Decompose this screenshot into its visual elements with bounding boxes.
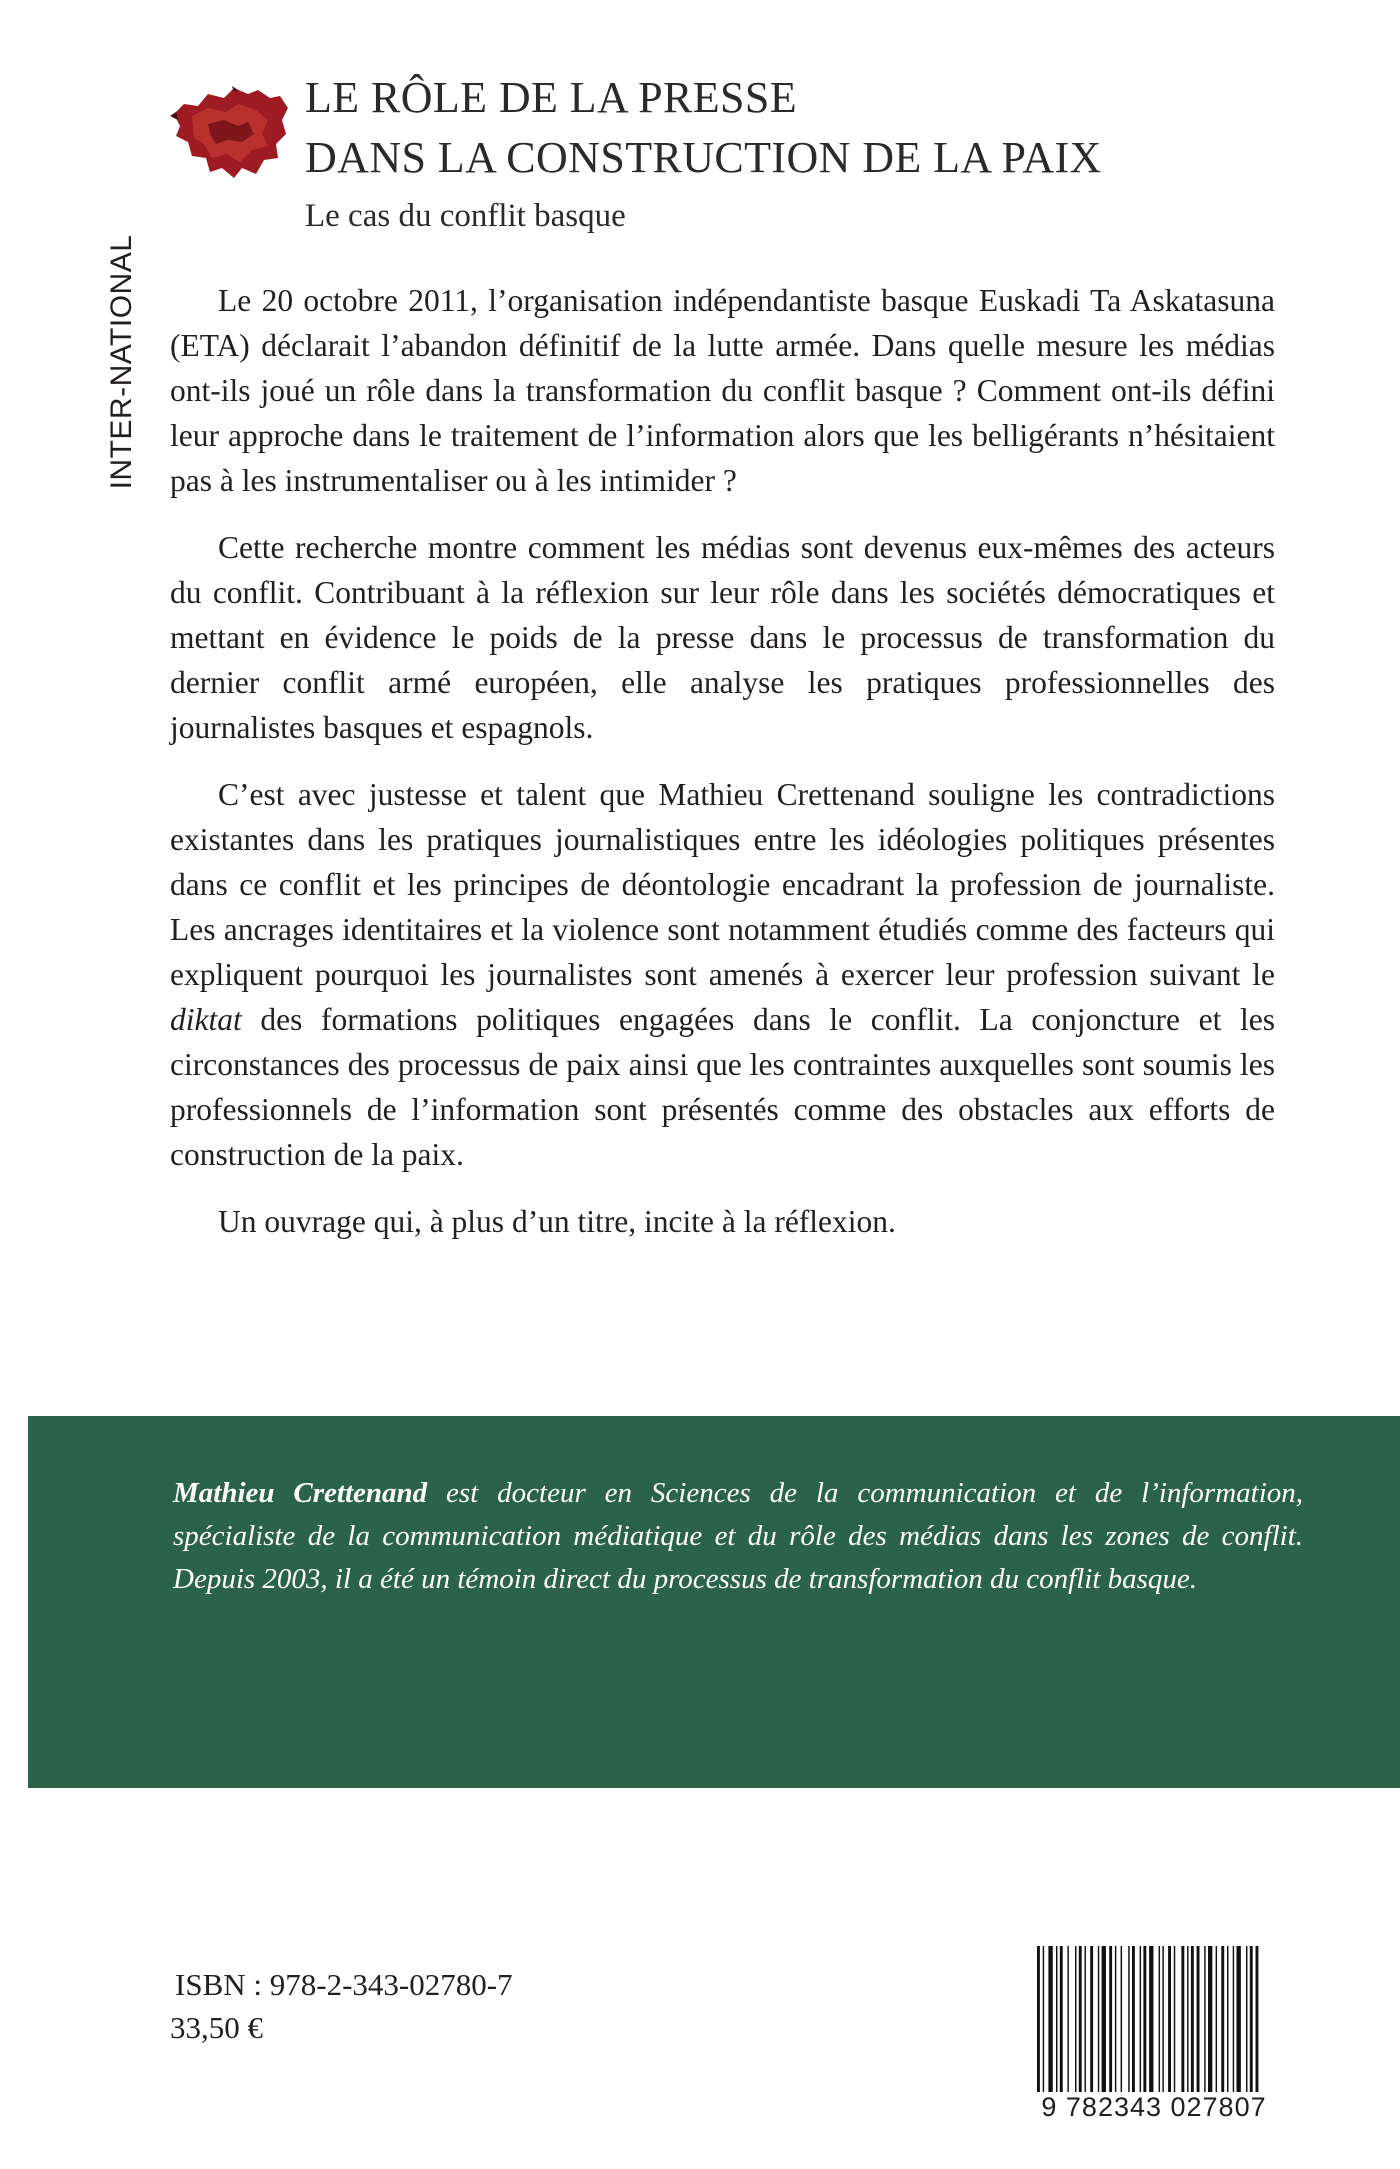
- barcode-bar: [1191, 1946, 1194, 2092]
- barcode-bar: [1056, 1946, 1057, 2092]
- summary-paragraph-3-part-1: C’est avec justesse et talent que Mathieu Crettenand souligne les contradictions existantes dans les pratiques journalistiques entre les idéologies politiques présentes dans ce conflit et les principes de déontologie encadrant la profession de journaliste. Les ancrages identitaires et la violence sont notamment étudiés comme des facteurs qui expliquent pourquoi les journalistes sont amenés à exercer leur profession suivant le: [170, 777, 1275, 992]
- barcode-bar: [1187, 1946, 1188, 2092]
- barcode-bar: [1132, 1946, 1135, 2092]
- barcode-bar: [1149, 1946, 1153, 2092]
- book-subtitle: Le cas du conflit basque: [305, 198, 626, 234]
- summary-paragraph-2: Cette recherche montre comment les médias sont devenus eux-mêmes des acteurs du conflit. Contribuant à la réflexion sur leur rôle dans les sociétés démocratiques et mettant en évidence le poids de la presse dans le processus de transformation du dernier conflit armé européen, elle analyse les pratiques professionnelles des journalistes basques et espagnols.: [170, 530, 1275, 745]
- summary-paragraph-3: [170, 772, 1275, 1177]
- author-bio-panel: [28, 1416, 1400, 1788]
- barcode-bar: [1221, 1946, 1224, 2092]
- barcode-bar: [1246, 1946, 1247, 2092]
- barcode-bar: [1060, 1946, 1063, 2092]
- barcode-bar: [1159, 1946, 1160, 2092]
- basque-map-illustration: [168, 86, 292, 180]
- barcode-bar: [1197, 1946, 1200, 2092]
- barcode-bar: [1227, 1946, 1228, 2092]
- barcode-bar: [1256, 1946, 1259, 2092]
- barcode-bar: [1075, 1946, 1076, 2092]
- barcode-bar: [1098, 1946, 1099, 2092]
- barcode-bar: [1216, 1946, 1217, 2092]
- barcode-bar: [1102, 1946, 1106, 2092]
- barcode-bar: [1079, 1946, 1082, 2092]
- barcode-bar: [1250, 1946, 1253, 2092]
- barcode-bar: [1128, 1946, 1129, 2092]
- author-name: Mathieu Crettenand: [173, 1477, 428, 1509]
- barcode-bar: [1048, 1946, 1052, 2092]
- book-title-line-2: DANS LA CONSTRUCTION DE LA PAIX: [305, 133, 1102, 182]
- barcode-bar: [1208, 1946, 1212, 2092]
- barcode-bar: [1043, 1946, 1044, 2092]
- summary-paragraph-3-part-2: des formations politiques engagées dans le conflit. La conjoncture et les circonstances des processus de paix ainsi que les contraintes auxquelles sont soumis les professionnels de l’information sont présentés comme des obstacles aux efforts de construction de la paix.: [170, 1002, 1275, 1172]
- barcode-digits: 9 782343 027807: [1041, 2092, 1267, 2122]
- summary-italic-term: diktat: [170, 1002, 242, 1037]
- author-bio: [173, 1472, 1303, 1601]
- barcode-bar: [1168, 1946, 1171, 2092]
- barcode-bar: [1143, 1946, 1146, 2092]
- barcode-bar: [1115, 1946, 1116, 2092]
- barcode-bar: [1067, 1946, 1068, 2092]
- barcode-bar: [1233, 1946, 1234, 2092]
- series-label-text: INTER-NATIONAL: [105, 234, 138, 490]
- barcode-bar: [1181, 1946, 1184, 2092]
- barcode-bar: [1174, 1946, 1175, 2092]
- barcode-bar: [1037, 1946, 1040, 2092]
- book-summary: [170, 278, 1275, 1266]
- author-bio-text: est docteur en Sciences de la communication et de l’information, spécialiste de la communication médiatique et du rôle des médias dans les zones de conflit. Depuis 2003, il a été un témoin direct du processus de transformation du conflit basque.: [173, 1477, 1304, 1595]
- barcode-bar: [1204, 1946, 1205, 2092]
- series-label: [100, 212, 144, 512]
- title-block: [305, 68, 1305, 238]
- price: 33,50 €: [170, 2010, 263, 2045]
- barcode-bar: [1109, 1946, 1112, 2092]
- barcode-bar: [1085, 1946, 1086, 2092]
- barcode-bar: [1237, 1946, 1241, 2092]
- barcode-bar: [1090, 1946, 1093, 2092]
- barcode: [1033, 1944, 1275, 2094]
- book-title-line-1: LE RÔLE DE LA PRESSE: [305, 73, 798, 122]
- isbn: ISBN : 978-2-343-02780-7: [175, 1967, 513, 2002]
- summary-paragraph-4: Un ouvrage qui, à plus d’un titre, incite à la réflexion.: [218, 1204, 896, 1239]
- barcode-bar: [1162, 1946, 1163, 2092]
- barcode-bar: [1140, 1946, 1141, 2092]
- summary-paragraph-1: Le 20 octobre 2011, l’organisation indépendantiste basque Euskadi Ta Askatasuna (ETA) déclarait l’abandon définitif de la lutte armée. Dans quelle mesure les médias ont-ils joué un rôle dans la transformation du conflit basque ? Comment ont-ils défini leur approche dans le traitement de l’information alors que les belligérants n’hésitaient pas à les instrumentaliser ou à les intimider ?: [170, 283, 1275, 498]
- barcode-bar: [1121, 1946, 1122, 2092]
